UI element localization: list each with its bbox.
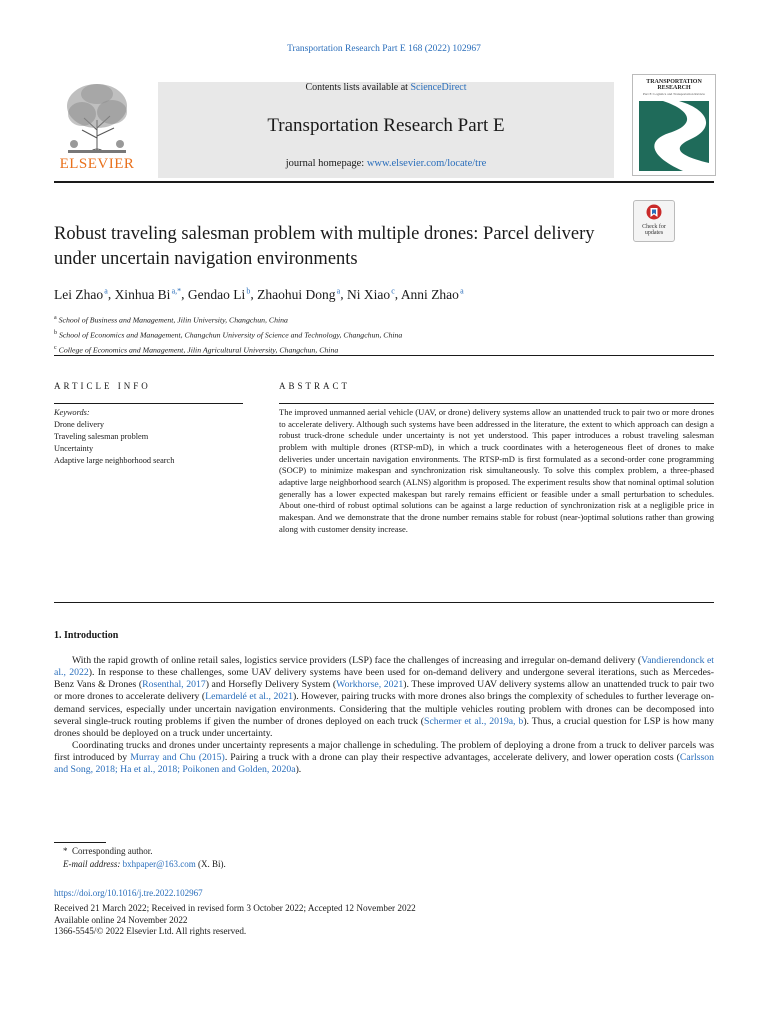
- homepage-prefix: journal homepage:: [285, 158, 367, 169]
- affiliation-rule: [54, 355, 714, 356]
- intro-paragraph-2: [54, 740, 714, 776]
- author-affiliation-mark[interactable]: c: [391, 286, 395, 295]
- author-list: Lei Zhao $^a$, Xinhua Bi $^{a,*}$, Gendao Li $^b$, Zhaohui Dong $^a$, Ni Xiao $^c$, Anni Zhao $^a$: [54, 286, 464, 302]
- journal-cover[interactable]: [632, 74, 716, 176]
- publisher-wordmark: ELSEVIER: [59, 156, 135, 172]
- homepage-link[interactable]: www.elsevier.com/locate/tre: [366, 158, 487, 169]
- cover-road-graphic: [633, 97, 715, 175]
- paragraph-text: With the rapid growth of online retail sales, logistics service providers (LSP) face the challenges of increasing and irregular on-demand delivery (: [72, 655, 642, 666]
- received-dates: Received 21 March 2022; Received in revised form 3 October 2022; Accepted 12 November 2022: [54, 903, 416, 913]
- citation-link[interactable]: Vandierendonck et al., 2022: [54, 655, 714, 679]
- author-name: Zhaohui Dong: [257, 286, 336, 302]
- available-online: Available online 24 November 2022: [54, 914, 188, 925]
- cover-title-line-2: RESEARCH: [657, 85, 691, 91]
- copyright-line: 1366-5545/© 2022 Elsevier Ltd. All rights reserved.: [54, 926, 247, 936]
- author-affiliation-mark[interactable]: a: [104, 286, 108, 295]
- affiliation-item: [54, 327, 714, 342]
- article-title: Robust traveling salesman problem with multiple drones: Parcel delivery under uncertain navigation environments: [54, 224, 595, 269]
- header-rule: [54, 181, 714, 183]
- author: [54, 287, 108, 302]
- email-suffix: (X. Bi).: [197, 859, 226, 869]
- abstract-bottom-rule: [54, 602, 714, 603]
- keyword-item: Drone delivery: [54, 420, 104, 429]
- affiliations: [54, 312, 714, 357]
- article-dates: [54, 903, 416, 938]
- crossmark-label: [634, 224, 674, 236]
- author: [347, 287, 395, 302]
- author-affiliation-mark[interactable]: a,*: [171, 286, 182, 295]
- journal-homepage: [158, 158, 614, 169]
- introduction-body: [54, 655, 714, 777]
- email-note: [63, 859, 226, 869]
- author-affiliation-mark[interactable]: a: [460, 286, 464, 295]
- author-name: Gendao Li: [187, 286, 246, 302]
- author: [188, 287, 251, 302]
- abstract-text: The improved unmanned aerial vehicle (UAV, or drone) delivery systems allow an unattended truck to pair two or more drones to accelerate delivery. Although such systems have been addressed in the literature, the extent to which approach can design a robust truck-drone schedule under uncertainty is not yet understood. This paper introduces a robust traveling salesman problem with multiple drones (RTSP-mD), in which a truck coordinates with a heterogeneous fleet of drones to make deliveries under uncertain navigation environments. The RTSP-mD is first formulated as a second-order cone programming (SOCP) to minimize makespan and synchronization risk simultaneously. To solve this complex problem, a three-phased adaptive large neighborhood search (ALNS) algorithm is proposed. The experiment results show that nominal optimal solution generally has a lower expected makespan but rarely remains efficient or feasible under a small perturbation to schedules. About one-third of robust optimal solutions can be against a large reduction of synchronization risk at a negligible price in makespan. And we demonstrate that the drone number remains stable for robust (near-)optimal solutions rather than growing along with customer density increase.: [279, 407, 714, 534]
- affiliation-text: School of Economics and Management, Changchun University of Science and Technology, Changchun, China: [58, 330, 403, 340]
- author: [401, 287, 464, 302]
- author-affiliation-mark[interactable]: b: [246, 286, 251, 295]
- citation-link[interactable]: Schermer et al., 2019a, b: [424, 715, 524, 727]
- journal-name: Transportation Research Part E: [267, 115, 505, 136]
- crossmark-label-line-2: updates: [644, 230, 664, 236]
- author: [257, 287, 340, 302]
- footnote-rule: [54, 842, 106, 843]
- corresponding-mark: *: [63, 846, 68, 856]
- sciencedirect-link[interactable]: ScienceDirect: [410, 82, 467, 93]
- keyword-item: Adaptive large neighborhood search: [54, 456, 175, 465]
- affiliation-mark: a: [54, 315, 57, 321]
- citation-link[interactable]: Carlsson and Song, 2018; Ha et al., 2018; Poikonen and Golden, 2020a: [54, 752, 714, 776]
- contents-prefix: Contents lists available at: [305, 82, 411, 93]
- citation-link[interactable]: Lemardelé et al., 2021: [205, 691, 293, 703]
- paragraph-text: ). These improved UAV delivery systems allow an unattended truck to pair two or more drones to accelerate delivery (: [54, 679, 715, 703]
- author-name: Ni Xiao: [346, 286, 391, 302]
- email-label: E-mail address:: [63, 859, 121, 869]
- paragraph-text: ). In response to these challenges, some UAV delivery systems have been used for on-demand delivery and undergone several iterations, such as Mercedes-Benz Vans & Drones (: [54, 667, 714, 691]
- affiliation-mark: b: [54, 330, 57, 337]
- author-name: Anni Zhao: [400, 286, 459, 302]
- article-info-heading: ARTICLE INFO: [54, 381, 151, 391]
- affiliation-mark: c: [54, 345, 57, 352]
- author-name: Lei Zhao: [54, 286, 104, 302]
- author-affiliation-mark[interactable]: a: [336, 286, 341, 295]
- paragraph-text: Coordinating trucks and drones under uncertainty represents a major challenge in scheduling. The problem of deploying a drone from a truck to deliver parcels was first introduced by: [54, 740, 714, 764]
- abstract-heading: ABSTRACT: [279, 381, 351, 391]
- journal-citation[interactable]: Transportation Research Part E 168 (2022) 102967: [287, 44, 481, 54]
- paragraph-text: ) and Horsefly Delivery System (: [205, 679, 337, 691]
- citation-link[interactable]: Murray and Chu (2015): [130, 752, 225, 764]
- cover-title: [633, 79, 715, 91]
- email-link[interactable]: bxhpaper@163.com: [122, 859, 196, 869]
- paragraph-text: ).: [295, 764, 302, 776]
- author-name: Xinhua Bi: [114, 286, 171, 302]
- abstract-rule: [279, 403, 714, 404]
- affiliation-item: [54, 312, 714, 327]
- paragraph-text: . Pairing a truck with a drone can play their respective advantages, accelerate delivery, and lower operation costs (: [224, 752, 680, 764]
- keyword-item: Uncertainty: [54, 444, 94, 453]
- citation-link[interactable]: Workhorse, 2021: [336, 679, 404, 691]
- introduction-heading: 1. Introduction: [54, 630, 119, 641]
- affiliation-text: School of Business and Management, Jilin University, Changchun, China: [58, 315, 288, 325]
- crossmark-label-line-1: Check for: [642, 224, 666, 230]
- doi-link[interactable]: https://doi.org/10.1016/j.tre.2022.102967: [54, 888, 203, 898]
- paragraph-text: ). Thus, a crucial question for LSP is how many drones should be deployed on a truck under uncertainty.: [54, 715, 714, 739]
- corresponding-text: Corresponding author.: [72, 846, 153, 856]
- cover-title-line-1: TRANSPORTATION: [646, 79, 702, 85]
- keywords-block: [54, 407, 243, 467]
- author: [115, 287, 182, 302]
- cover-subtitle: Part E: Logistics and Transportation Review: [642, 92, 706, 96]
- paragraph-text: ). However, pairing trucks with more drones also brings the complexity of schedules to further leverage on-demand services, especially under uncertain navigation environments. Considering that the multiple vehicles routing problem with drones can be decomposed into several single-truck routing problems if given the number of drones deployed on each truck (: [54, 691, 714, 727]
- affiliation-text: College of Economics and Management, Jilin Agricultural University, Changchun, China: [58, 345, 339, 355]
- crossmark-icon: [646, 204, 662, 222]
- article-info-rule: [54, 403, 243, 404]
- citation-link[interactable]: Rosenthal, 2017: [142, 679, 206, 691]
- intro-paragraph-1: [54, 655, 714, 740]
- keyword-item: Traveling salesman problem: [54, 432, 149, 441]
- check-for-updates-button[interactable]: [633, 200, 675, 242]
- contents-line: [158, 82, 614, 93]
- keywords-label: Keywords:: [54, 408, 90, 417]
- corresponding-author-note: [63, 846, 153, 856]
